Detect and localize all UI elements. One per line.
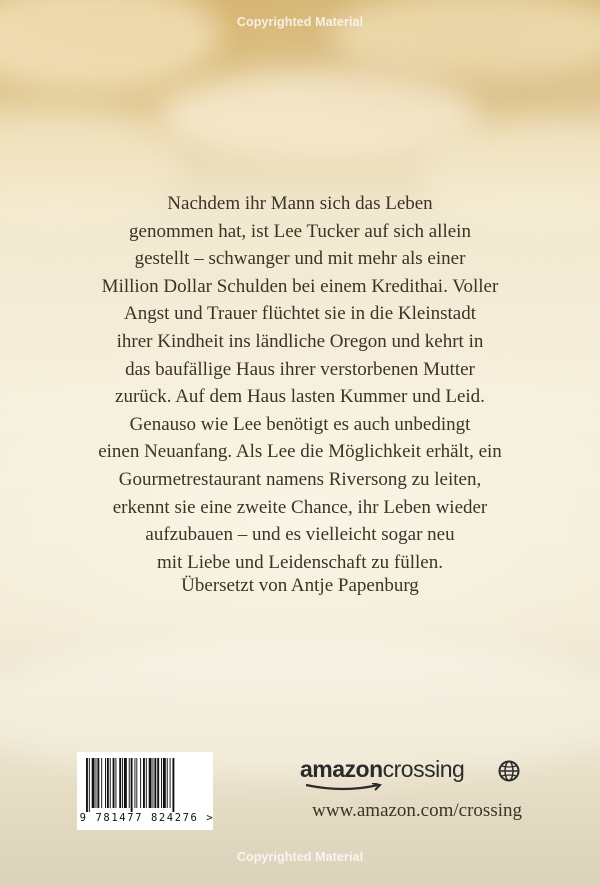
blurb-line: das baufällige Haus ihrer verstorbenen Mutter xyxy=(125,358,475,380)
blurb-line: zurück. Auf dem Haus lasten Kummer und Leid. xyxy=(115,386,485,408)
amazon-crossing-logo xyxy=(300,756,522,796)
isbn-number: 9 781477 824276 > xyxy=(79,812,215,824)
cloud-shape xyxy=(0,0,220,90)
barcode-bars xyxy=(85,758,205,812)
blurb-line: aufzubauen – und es vielleicht sogar neu xyxy=(145,524,455,546)
blurb-line: ihrer Kindheit ins ländliche Oregon und kehrt in xyxy=(116,330,484,352)
watermark-top: Copyrighted Material xyxy=(236,15,364,29)
cloud-shape xyxy=(330,0,600,80)
watermark-bottom: Copyrighted Material xyxy=(236,850,364,864)
logo-word-crossing: crossing xyxy=(382,756,465,782)
isbn-barcode xyxy=(77,752,213,830)
blurb-line: Angst und Trauer flüchtet sie in die Kleinstadt xyxy=(124,303,476,325)
blurb-line: mit Liebe und Leidenschaft zu füllen. xyxy=(157,551,443,573)
blurb-line: Genauso wie Lee benötigt es auch unbedingt xyxy=(129,413,471,435)
blurb-line: genommen hat, ist Lee Tucker auf sich allein xyxy=(129,220,471,242)
blurb-line: erkennt sie eine zweite Chance, ihr Leben wieder xyxy=(112,496,488,518)
cloud-shape xyxy=(160,70,480,160)
blurb-line: Gourmetrestaurant namens Riversong zu leiten, xyxy=(118,468,482,490)
amazon-smile-icon xyxy=(304,783,384,793)
blurb-line: Nachdem ihr Mann sich das Leben xyxy=(167,193,433,214)
blurb-line: einen Neuanfang. Als Lee die Möglichkeit erhält, ein xyxy=(98,441,502,463)
publisher-url: www.amazon.com/crossing xyxy=(312,800,522,821)
blurb-text xyxy=(60,190,540,576)
translator-credit: Übersetzt von Antje Papenburg xyxy=(181,575,419,596)
logo-word-amazon: amazon xyxy=(300,756,383,782)
blurb-line: gestellt – schwanger und mit mehr als einer xyxy=(134,248,466,270)
blurb-line: Million Dollar Schulden bei einem Kredithai. Voller xyxy=(101,275,499,297)
globe-icon xyxy=(498,760,520,782)
